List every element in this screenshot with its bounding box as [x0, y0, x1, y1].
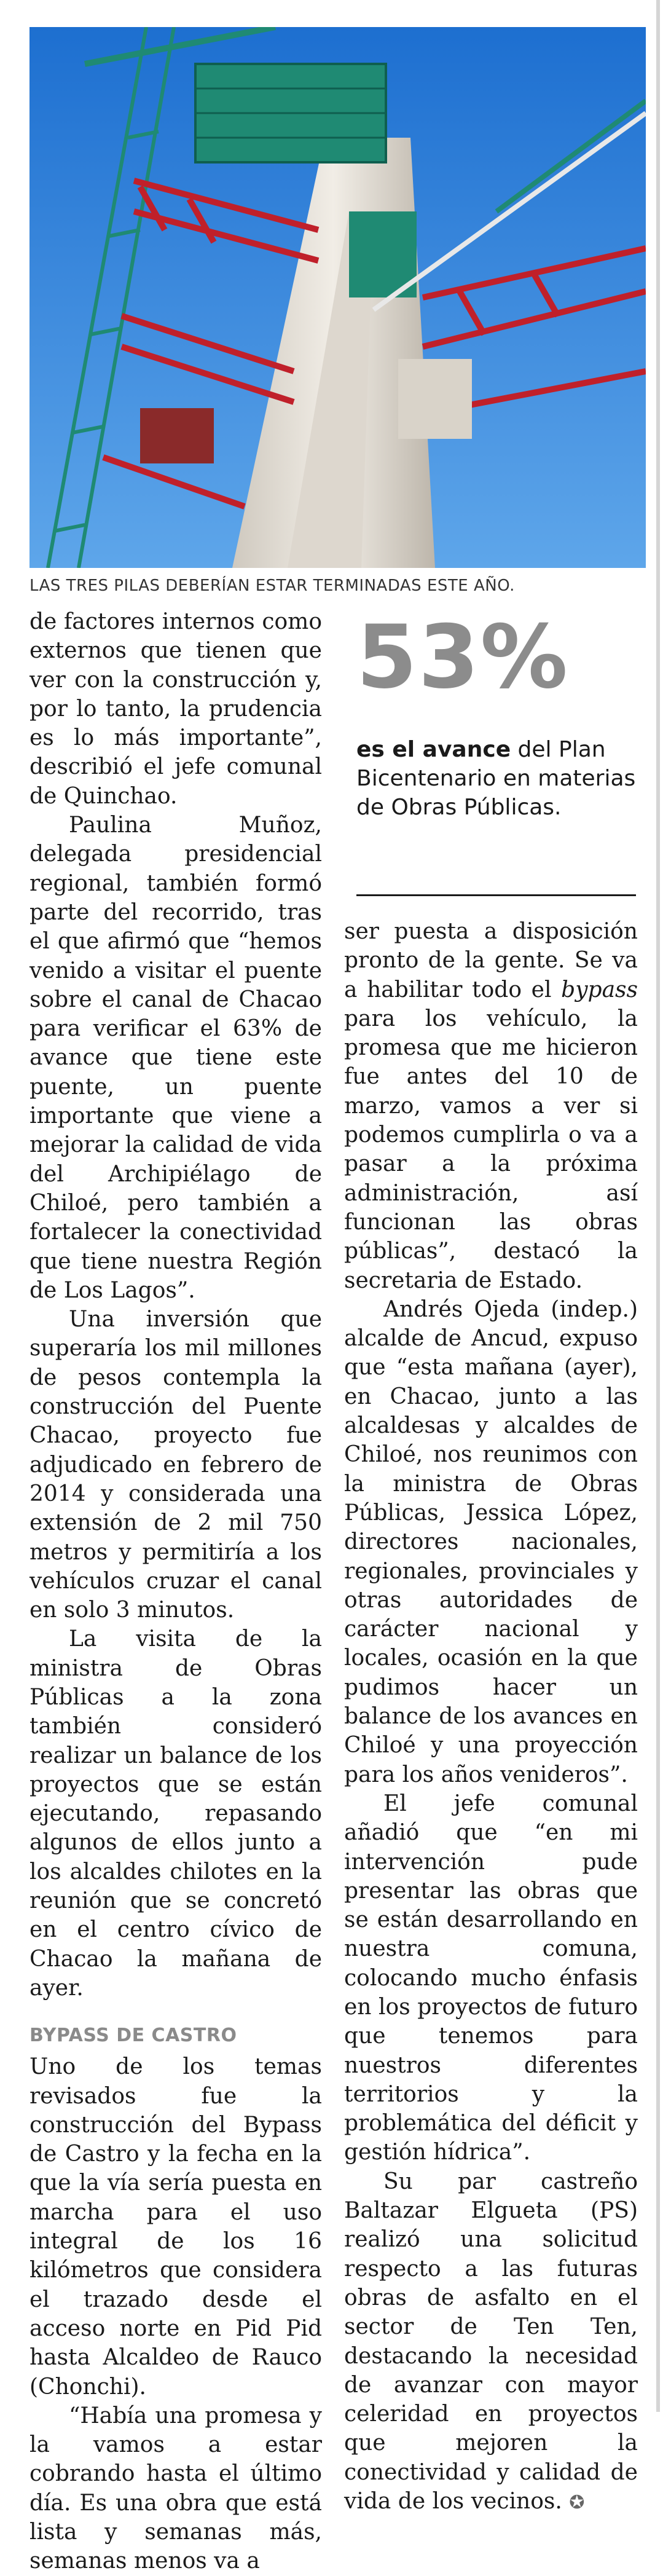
- section-subhead: BYPASS DE CASTRO: [29, 2025, 237, 2047]
- paragraph: El jefe comunal añadió que “en mi intervención pude presentar las obras que se están desarrollando en nuestra comuna, colocando mucho énfasis en los proyectos de futuro que tenemos para nuestros diferentes territorios y la problemática del déficit y gestión hídrica”.: [344, 1790, 638, 2165]
- paragraph: [344, 2167, 638, 2518]
- article-column-left: [29, 607, 322, 2576]
- paragraph: “Había una promesa y la vamos a estar cobrando hasta el último día. Es una obra que está lista y semanas más, semanas menos va a: [29, 2403, 322, 2574]
- paragraph: Andrés Ojeda (indep.) alcalde de Ancud, expuso que “esta mañana (ayer), en Chacao, junto a las alcaldesas y alcaldes de Chiloé, nos reunimos con la ministra de Obras Públicas, Jessica López, directores nacionales, regionales, provinciales y otras autoridades de carácter nacional y locales, ocasión en la que pudimos hacer un balance de los avances en Chiloé y una proyección para los años venideros”.: [344, 1296, 638, 1787]
- paragraph-text: Su par castreño Baltazar Elgueta (PS) realizó una solicitud respecto a las futuras obras de asfalto en el sector de Ten Ten, destacando la necesidad de avanzar con mayor celeridad en proyectos que mejoren la conectividad y calidad de vida de los vecinos.: [344, 2168, 638, 2515]
- stat-divider: [356, 894, 636, 896]
- end-mark-icon: ✪: [569, 2492, 585, 2514]
- page-edge-rule: [656, 0, 660, 2412]
- paragraph: Paulina Muñoz, delegada presidencial regional, también formó parte del recorrido, tras el que afirmó que “hemos venido a visitar el puente sobre el canal de Chacao para verificar el 63% de avance que tiene este puente, un puente importante que viene a mejorar la calidad de vida del Archipiélago de Chiloé, pero también a fortalecer la conectividad que tiene nuestra Región de Los Lagos”.: [29, 813, 322, 1303]
- stat-description: [356, 735, 639, 822]
- stat-description-bold: es el avance: [356, 737, 511, 762]
- article-column-right: [344, 917, 638, 2517]
- paragraph: de factores internos como externos que tienen que ver con la construcción y, por lo tanto, la prudencia es lo más importante”, describió el jefe comunal de Quinchao.: [29, 609, 322, 809]
- paragraph-text: para los vehículo, la promesa que me hicieron fue antes del 10 de marzo, vamos a ver si podemos cumplirla o va a pasar a la próxima administración, así funcionan las obras públicas”, destacó la secretaria de Estado.: [344, 1006, 638, 1293]
- photo-caption: LAS TRES PILAS DEBERÍAN ESTAR TERMINADAS ESTE AÑO.: [29, 577, 515, 595]
- paragraph: Una inversión que superaría los mil millones de pesos contempla la construcción del Puente Chacao, proyecto fue adjudicado en febrero de 2014 y considerada una extensión de 2 mil 750 metros y permitiría a los vehículos cruzar el canal en solo 3 minutos.: [29, 1307, 322, 1623]
- paragraph: Uno de los temas revisados fue la construcción del Bypass de Castro y la fecha en la que la vía sería puesta en marcha para el uso integral de los 16 kilómetros que considera el trazado desde el acceso norte en Pid Pid hasta Alcaldeo de Rauco (Chonchi).: [29, 2054, 322, 2400]
- paragraph-text: ser puesta a disposición pronto de la gente. Se va a habilitar todo el: [344, 919, 638, 1002]
- stat-number: 53%: [356, 607, 569, 708]
- italic-term: bypass: [561, 977, 638, 1002]
- paragraph: La visita de la ministra de Obras Públicas a la zona también consideró realizar un balance de los proyectos que se están ejecutando, repasando algunos de ellos junto a los alcaldes chilotes en la reunión que se concretó en el centro cívico de Chacao la mañana de ayer.: [29, 1626, 322, 2001]
- paragraph: [344, 917, 638, 1295]
- stat-description-rest: del Plan Bicentenario en materias de Obras Públicas.: [356, 737, 636, 820]
- bridge-construction-photo: [29, 27, 646, 568]
